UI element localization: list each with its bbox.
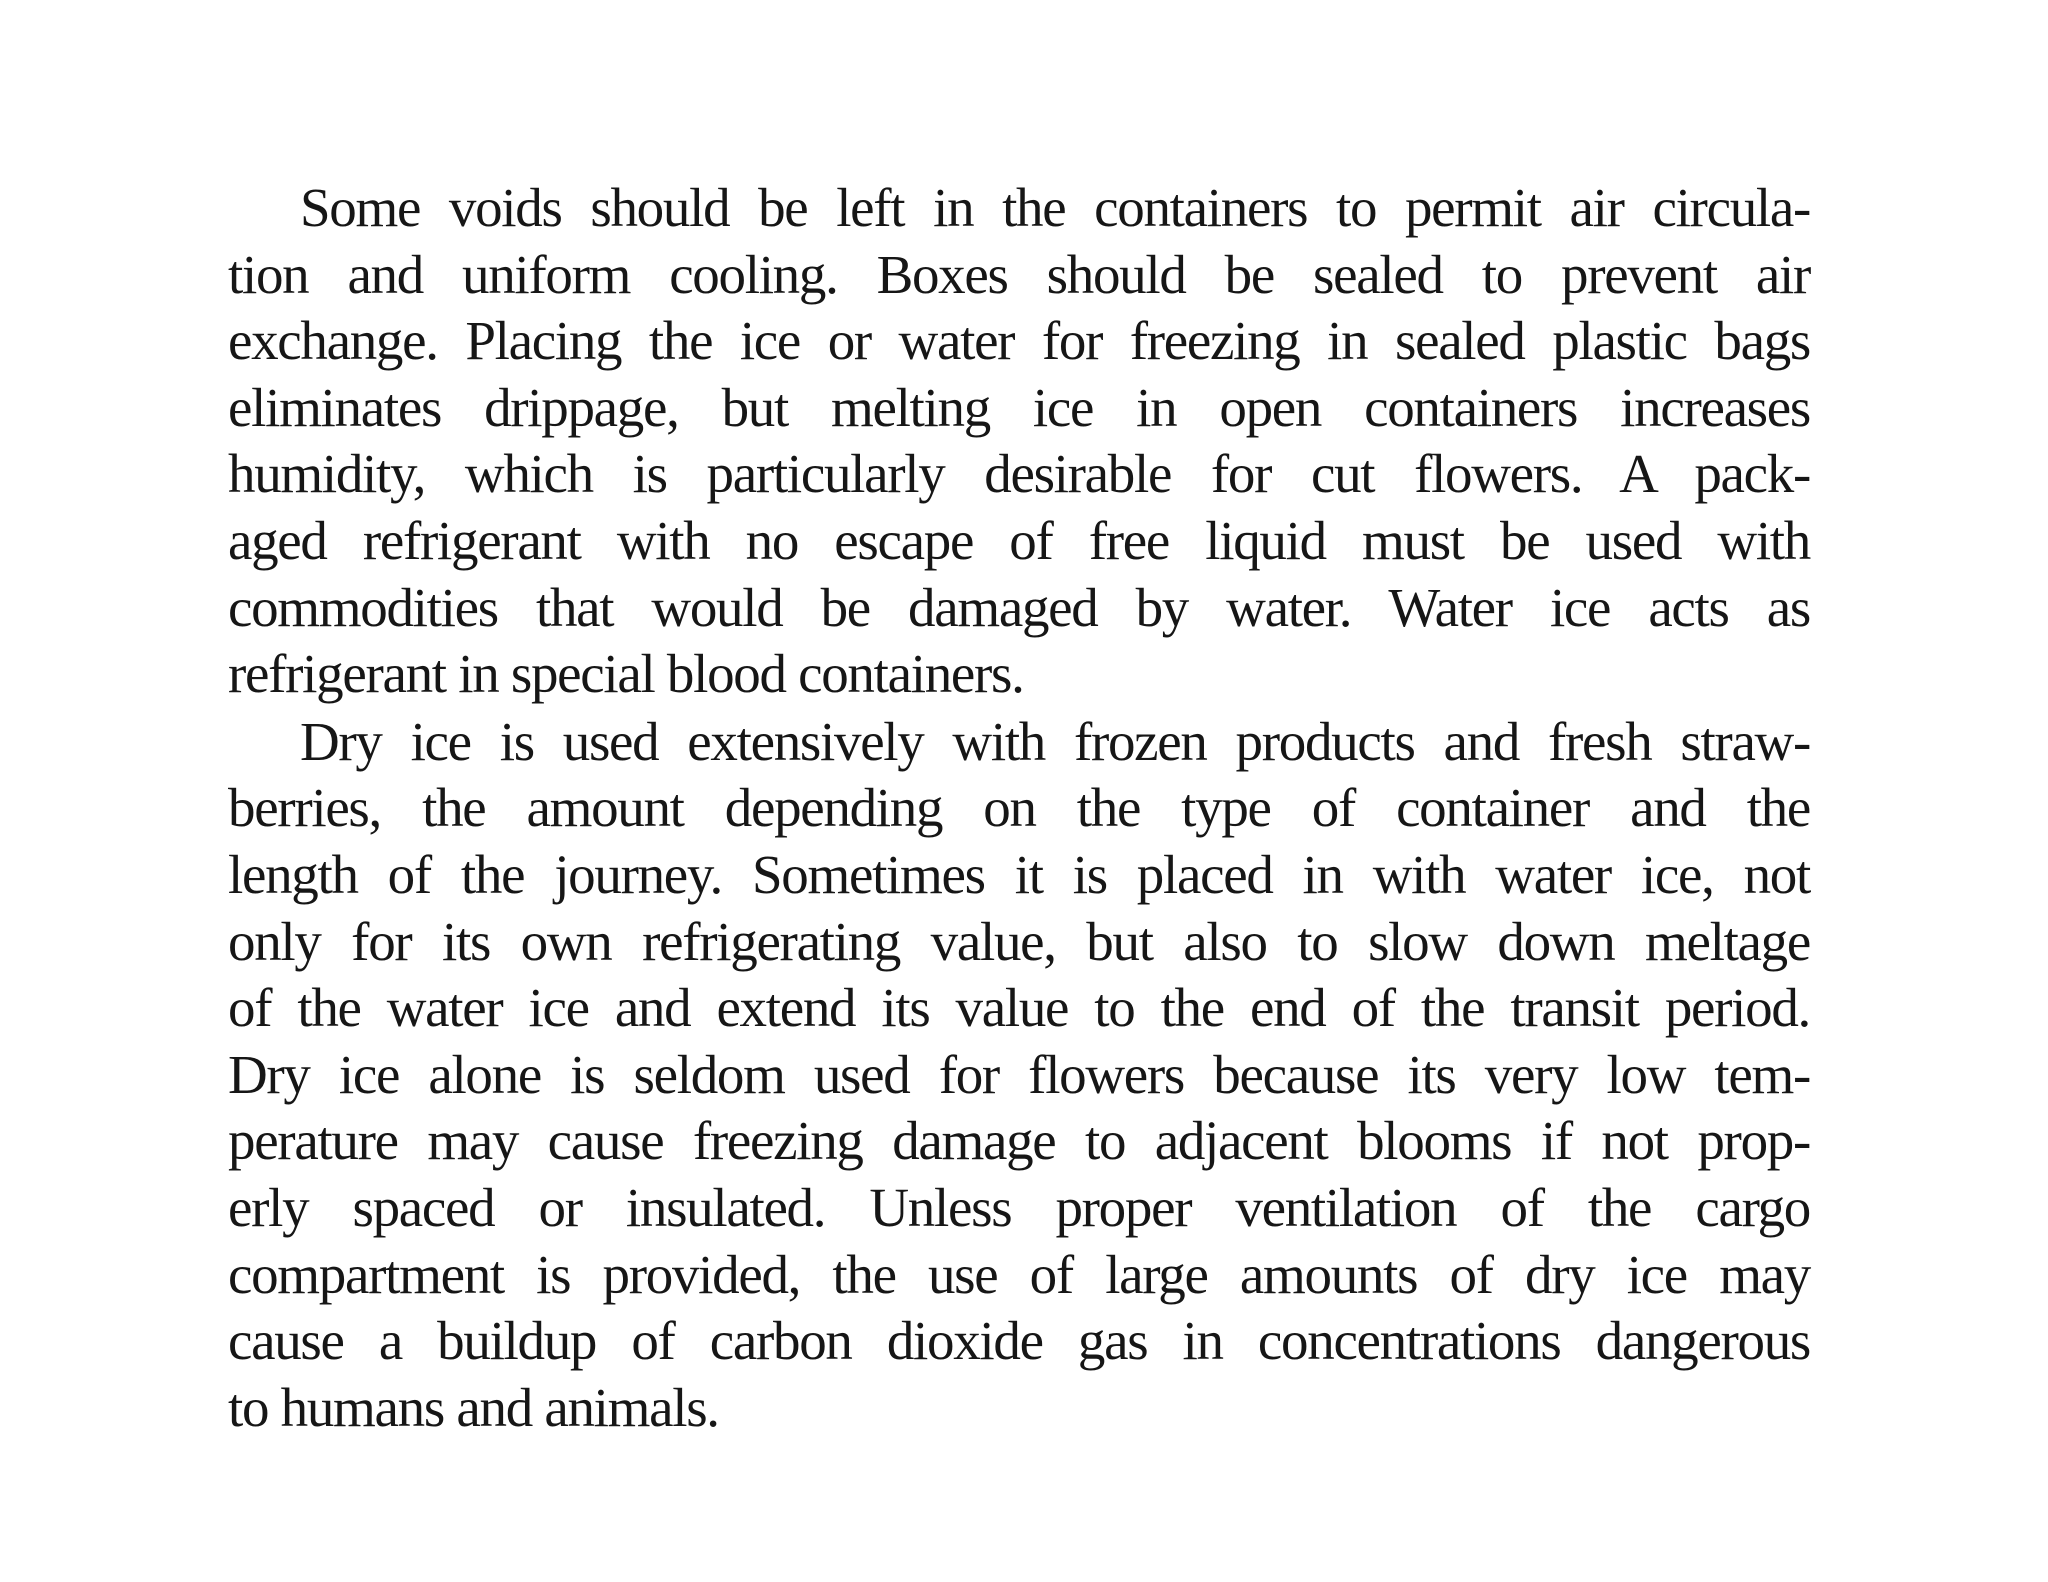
body-text — [228, 175, 1810, 1441]
text-line: only for its own refrigerating value, but also to slow down meltage — [228, 910, 1810, 972]
text-line: commodities that would be damaged by water. Water ice acts as — [228, 576, 1810, 638]
text-line: humidity, which is particularly desirable for cut flowers. A pack- — [228, 443, 1810, 505]
text-line: to humans and animals. — [228, 1376, 719, 1438]
text-line: Dry ice is used extensively with frozen products and fresh straw- — [300, 710, 1810, 772]
text-line: berries, the amount depending on the type of container and the — [228, 777, 1810, 839]
paragraph-1 — [228, 175, 1810, 708]
paragraph-2 — [228, 709, 1810, 1442]
text-line: tion and uniform cooling. Boxes should be sealed to prevent air — [228, 243, 1810, 305]
text-line: exchange. Placing the ice or water for freezing in sealed plastic bags — [228, 310, 1810, 372]
text-line: aged refrigerant with no escape of free liquid must be used with — [228, 509, 1810, 571]
text-line: erly spaced or insulated. Unless proper ventilation of the cargo — [228, 1176, 1810, 1238]
text-line: Some voids should be left in the containers to permit air circula- — [300, 177, 1810, 238]
text-line: perature may cause freezing damage to adjacent blooms if not prop- — [228, 1110, 1810, 1172]
text-line: refrigerant in special blood containers. — [228, 643, 1024, 705]
text-line: cause a buildup of carbon dioxide gas in concentrations dangerous — [228, 1310, 1810, 1372]
text-line: compartment is provided, the use of large amounts of dry ice may — [228, 1243, 1810, 1305]
text-line: of the water ice and extend its value to the end of the transit period. — [228, 977, 1810, 1039]
text-line: eliminates drippage, but melting ice in open containers increases — [228, 376, 1810, 438]
text-line: Dry ice alone is seldom used for flowers because its very low tem- — [228, 1043, 1810, 1105]
text-line: length of the journey. Sometimes it is placed in with water ice, not — [228, 843, 1810, 905]
